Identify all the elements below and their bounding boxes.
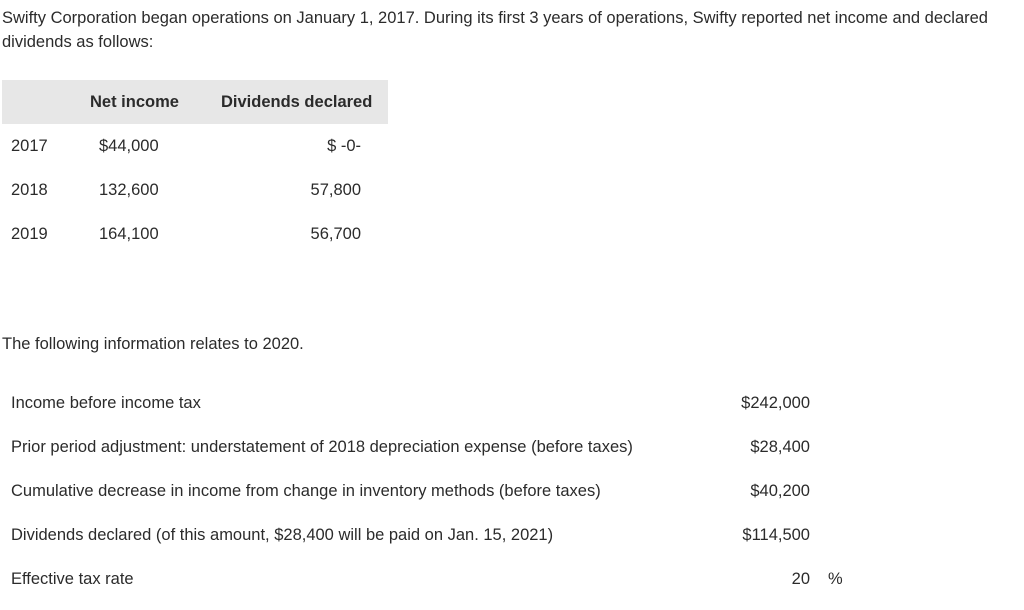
tax-rate-value: 20 bbox=[791, 570, 810, 588]
info-value: $242,000 bbox=[741, 394, 810, 412]
info-value: $40,200 bbox=[750, 482, 810, 500]
info-label: Income before income tax bbox=[11, 394, 201, 412]
list-item bbox=[11, 381, 851, 425]
net-income-cell: 132,600 bbox=[99, 181, 159, 199]
dividends-cell: 57,800 bbox=[310, 181, 361, 199]
net-income-cell: $44,000 bbox=[99, 137, 159, 155]
table-row bbox=[2, 212, 388, 256]
info-label: Prior period adjustment: understatement of 2018 depreciation expense (before taxes) bbox=[11, 438, 633, 456]
info-value: $28,400 bbox=[750, 438, 810, 456]
history-table bbox=[2, 80, 388, 256]
info-label: Cumulative decrease in income from change in inventory methods (before taxes) bbox=[11, 482, 601, 500]
net-income-header: Net income bbox=[90, 93, 179, 111]
info-label: Effective tax rate bbox=[11, 570, 134, 588]
following-info-text: The following information relates to 2020. bbox=[2, 335, 304, 353]
info-value: $114,500 bbox=[742, 526, 810, 544]
year-cell: 2018 bbox=[11, 181, 48, 199]
list-item bbox=[11, 469, 851, 513]
year-cell: 2017 bbox=[11, 137, 48, 155]
info-label: Dividends declared (of this amount, $28,400 will be paid on Jan. 15, 2021) bbox=[11, 526, 554, 544]
dividends-cell: $ -0- bbox=[327, 137, 361, 155]
dividends-declared-header: Dividends declared bbox=[221, 93, 373, 111]
percent-unit: % bbox=[828, 570, 843, 588]
net-income-cell: 164,100 bbox=[99, 225, 159, 243]
intro-paragraph: Swifty Corporation began operations on January 1, 2017. During its first 3 years of operations, Swifty reported net income and declared dividends as follows: bbox=[2, 9, 988, 51]
list-item bbox=[11, 557, 851, 601]
history-table-header bbox=[2, 80, 388, 124]
dividends-cell: 56,700 bbox=[310, 225, 361, 243]
list-item bbox=[11, 513, 851, 557]
info-2020-list bbox=[11, 381, 851, 601]
list-item bbox=[11, 425, 851, 469]
year-cell: 2019 bbox=[11, 225, 48, 243]
table-row bbox=[2, 168, 388, 212]
table-row bbox=[2, 124, 388, 168]
